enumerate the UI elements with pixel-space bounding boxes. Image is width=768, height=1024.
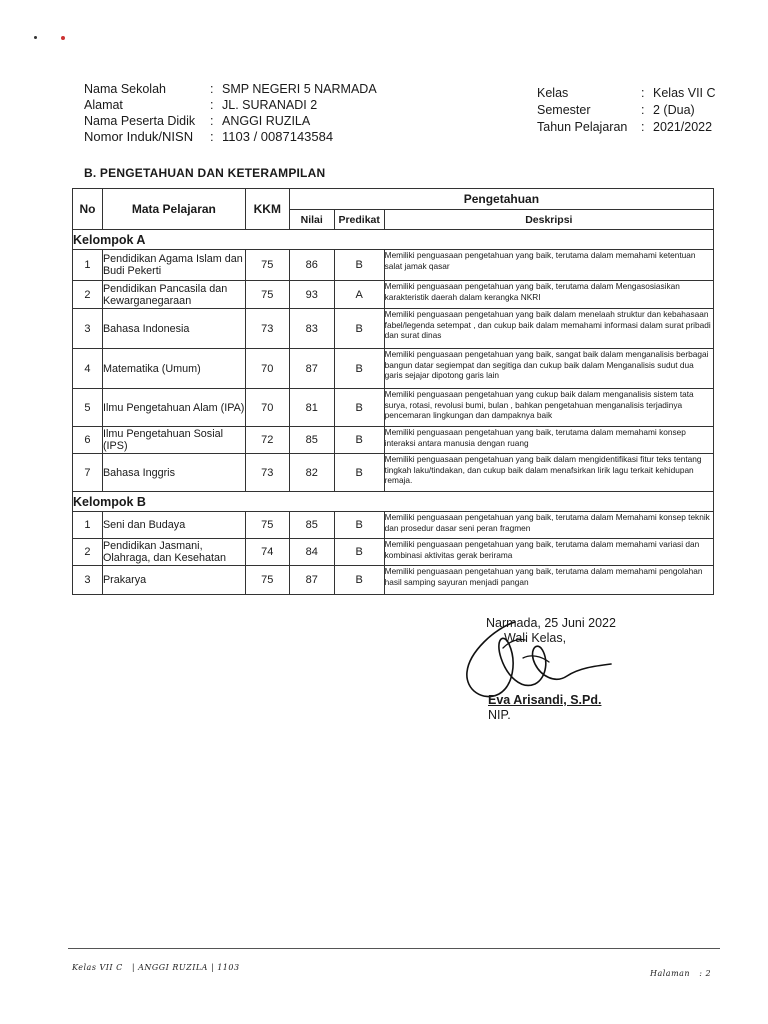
header-knowledge: Pengetahuan [289,189,713,210]
row-description: Memiliki penguasaan pengetahuan yang baik, terutama dalam Memahami konsep teknik dan prosedur dasar seni peran fragmen [384,512,713,539]
separator: : [210,114,214,128]
row-kkm: 70 [245,389,289,427]
semester-label: Semester [537,103,591,117]
row-no: 6 [73,427,103,454]
row-no: 1 [73,512,103,539]
row-description: Memiliki penguasaan pengetahuan yang baik, terutama dalam memahami ketentuan salat jamak qasar [384,250,713,281]
row-subject: Bahasa Inggris [102,454,245,492]
row-description: Memiliki penguasaan pengetahuan yang baik, terutama dalam memahami konsep interaksi antara manusia dengan ruang [384,427,713,454]
footer-divider [68,948,720,949]
row-kkm: 73 [245,454,289,492]
row-kkm: 75 [245,512,289,539]
header-description: Deskripsi [384,210,713,230]
row-description: Memiliki penguasaan pengetahuan yang cukup baik dalam menganalisis sistem tata surya, rotasi, revolusi bumi, bulan , bahkan pengetahuan menganalisis terjadinya pencemaran lingkungan dan dampaknya baik [384,389,713,427]
class-value: Kelas VII C [653,86,716,100]
row-score: 87 [289,566,334,595]
nisn-label: Nomor Induk/NISN [84,129,194,144]
row-description: Memiliki penguasaan pengetahuan yang baik, terutama dalam memahami pengolahan hasil samping sayuran menjadi pangan [384,566,713,595]
separator: : [641,120,645,134]
row-description: Memiliki penguasaan pengetahuan yang baik, sangat baik dalam menganalisis berbagai bangun datar segiempat dan segitiga dan cukup baik dalam Menganalisis sudut dua garis sejajar dipotong garis lain [384,349,713,389]
row-subject: Ilmu Pengetahuan Sosial (IPS) [102,427,245,454]
table-row [73,454,714,492]
sign-role: Wali Kelas, [504,631,567,645]
nisn-value: 1103 / 0087143584 [222,129,334,144]
header-row-semester [537,101,695,119]
row-no: 5 [73,389,103,427]
row-subject: Pendidikan Pancasila dan Kewarganegaraan [102,281,245,309]
header-score: Nilai [289,210,334,230]
header-no: No [73,189,103,230]
row-no: 2 [73,281,103,309]
row-no: 7 [73,454,103,492]
row-grade: B [334,349,384,389]
table-row [73,250,714,281]
row-grade: B [334,454,384,492]
header-row-class [537,84,716,102]
school-label: Nama Sekolah [84,82,166,96]
header-subject: Mata Pelajaran [102,189,245,230]
row-score: 81 [289,389,334,427]
school-value: SMP NEGERI 5 NARMADA [222,82,377,96]
row-score: 87 [289,349,334,389]
row-grade: B [334,250,384,281]
semester-value: 2 (Dua) [653,103,695,117]
group-label: Kelompok B [73,492,714,512]
row-kkm: 75 [245,281,289,309]
header-grade: Predikat [334,210,384,230]
header-kkm: KKM [245,189,289,230]
table-row [73,281,714,309]
row-kkm: 70 [245,349,289,389]
row-score: 84 [289,539,334,566]
row-score: 85 [289,512,334,539]
row-grade: B [334,566,384,595]
separator: : [641,86,645,100]
row-subject: Matematika (Umum) [102,349,245,389]
row-score: 83 [289,309,334,349]
grades-table [72,188,714,595]
header-row-year [537,118,712,136]
table-row [73,512,714,539]
table-row [73,566,714,595]
table-row [73,389,714,427]
row-score: 85 [289,427,334,454]
table-row [73,427,714,454]
year-value: 2021/2022 [653,120,713,134]
separator: : [641,103,645,117]
row-score: 82 [289,454,334,492]
row-kkm: 73 [245,309,289,349]
row-grade: B [334,512,384,539]
header-row-nisn [84,128,333,146]
row-kkm: 75 [245,250,289,281]
sign-nip-label: NIP. [488,708,511,722]
sign-name: Eva Arisandi, S.Pd. [488,693,602,707]
row-subject: Bahasa Indonesia [102,309,245,349]
row-kkm: 75 [245,566,289,595]
row-description: Memiliki penguasaan pengetahuan yang baik, terutama dalam Mengasosiasikan karakteristik daerah dalam kerangka NKRI [384,281,713,309]
year-label: Tahun Pelajaran [537,120,628,134]
table-row [73,539,714,566]
scan-mark [34,36,37,39]
row-no: 2 [73,539,103,566]
row-grade: A [334,281,384,309]
row-description: Memiliki penguasaan pengetahuan yang baik dalam mengidentifikasi fitur teks tentang tingkah laku/tindakan, dan cukup baik dalam menafsirkan lirik lagu terkait kehidupan remaja. [384,454,713,492]
address-label: Alamat [84,98,123,112]
scan-mark-red [61,36,65,40]
class-label: Kelas [537,86,569,100]
table-row [73,349,714,389]
student-label: Nama Peserta Didik [84,114,196,128]
separator: : [210,82,214,96]
row-grade: B [334,309,384,349]
sign-place-date: Narmada, 25 Juni 2022 [486,616,616,630]
footer-left: Kelas VII C | ANGGI RUZILA | 1103 [72,963,240,972]
separator: : [210,129,214,144]
separator: : [210,98,214,112]
row-subject: Pendidikan Jasmani, Olahraga, dan Kesehatan [102,539,245,566]
row-subject: Seni dan Budaya [102,512,245,539]
row-no: 3 [73,566,103,595]
row-subject: Pendidikan Agama Islam dan Budi Pekerti [102,250,245,281]
student-value: ANGGI RUZILA [222,114,311,128]
group-row [73,492,714,512]
row-no: 3 [73,309,103,349]
table-row [73,309,714,349]
row-kkm: 74 [245,539,289,566]
row-no: 4 [73,349,103,389]
row-subject: Prakarya [102,566,245,595]
row-no: 1 [73,250,103,281]
group-label: Kelompok A [73,230,714,250]
group-row [73,230,714,250]
section-title: B. PENGETAHUAN DAN KETERAMPILAN [84,166,326,180]
row-grade: B [334,427,384,454]
row-description: Memiliki penguasaan pengetahuan yang baik dalam menelaah struktur dan kebahasaan fabel/legenda setempat , dan cukup baik dalam memahami informasi dalam surat pribadi dan surat dinas [384,309,713,349]
address-value: JL. SURANADI 2 [222,98,318,112]
footer-page: Halaman : 2 [650,969,712,978]
row-grade: B [334,389,384,427]
row-grade: B [334,539,384,566]
row-subject: Ilmu Pengetahuan Alam (IPA) [102,389,245,427]
row-score: 93 [289,281,334,309]
row-score: 86 [289,250,334,281]
row-description: Memiliki penguasaan pengetahuan yang baik, terutama dalam memahami variasi dan kombinasi aktivitas gerak berirama [384,539,713,566]
row-kkm: 72 [245,427,289,454]
